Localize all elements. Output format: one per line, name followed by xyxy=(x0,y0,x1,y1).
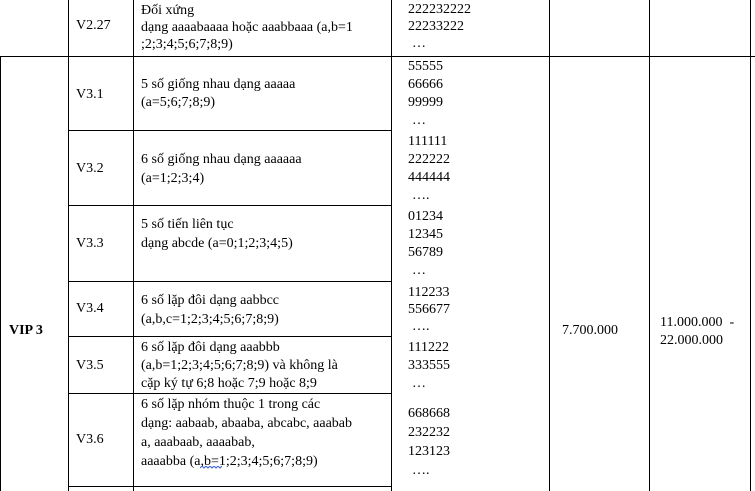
example-number: 222222 xyxy=(408,152,450,167)
row-border xyxy=(68,281,391,282)
example-number: … xyxy=(412,263,426,278)
example-number: 232232 xyxy=(408,425,450,440)
example-number: … xyxy=(412,36,426,51)
example-number: … xyxy=(412,113,426,128)
column-border xyxy=(649,0,650,491)
column-border xyxy=(68,0,69,491)
package-description-line: cặp ký tự 6;8 hoặc 7;9 hoặc 8;9 xyxy=(141,376,317,391)
row-border xyxy=(68,393,391,394)
package-code: V3.4 xyxy=(76,301,104,316)
package-description-line: 6 số giống nhau dạng aaaaaa xyxy=(141,152,302,167)
package-code: V3.6 xyxy=(76,432,104,447)
example-number: 12345 xyxy=(408,227,443,242)
package-description-line: 6 số lặp đôi dạng aaabbb xyxy=(141,340,280,355)
example-number: 111111 xyxy=(408,134,448,149)
example-number: 22233222 xyxy=(408,19,464,34)
package-description-line: 5 số giống nhau dạng aaaaa xyxy=(141,77,296,92)
example-number: …. xyxy=(412,188,430,203)
row-border xyxy=(68,336,391,337)
example-number: 56789 xyxy=(408,245,443,260)
example-number: 444444 xyxy=(408,170,450,185)
column-border xyxy=(549,0,550,491)
example-number: … xyxy=(412,376,426,391)
row-border xyxy=(0,56,755,57)
column-border xyxy=(391,0,392,491)
example-number: 01234 xyxy=(408,209,443,224)
package-code: V3.3 xyxy=(76,236,104,251)
package-description-line: ;2;3;4;5;6;7;8;9) xyxy=(141,37,233,52)
tier-label: VIP 3 xyxy=(9,323,43,338)
tier-price-range: 22.000.000 xyxy=(660,333,723,348)
example-number: 123123 xyxy=(408,444,450,459)
package-description-line: dạng aaaabaaaa hoặc aaabbaaa (a,b=1 xyxy=(141,20,353,35)
row-border xyxy=(68,130,391,131)
package-description-line: Đối xứng xyxy=(141,3,195,18)
row-border xyxy=(68,486,391,487)
package-description-line: aaaabba (a,b=1;2;3;4;5;6;7;8;9) xyxy=(141,454,318,469)
package-description-line: 6 số lặp đôi dạng aabbcc xyxy=(141,293,280,308)
example-number: 222232222 xyxy=(408,2,471,17)
spellcheck-underline xyxy=(200,466,222,470)
package-description-line: (a=1;2;3;4) xyxy=(141,171,205,186)
package-description-line: 5 số tiến liên tục xyxy=(141,217,234,232)
column-border xyxy=(133,0,134,491)
package-code: V2.27 xyxy=(76,18,111,33)
example-number: 99999 xyxy=(408,95,443,110)
example-number: …. xyxy=(412,463,430,478)
example-number: 112233 xyxy=(408,285,450,300)
example-number: 668668 xyxy=(408,406,450,421)
package-code: V3.2 xyxy=(76,161,104,176)
package-description-line: dạng abcde (a=0;1;2;3;4;5) xyxy=(141,236,293,251)
package-description-line: (a=5;6;7;8;9) xyxy=(141,95,215,110)
column-border xyxy=(0,56,1,491)
example-number: 55555 xyxy=(408,59,443,74)
package-description-line: dạng: aabaab, abaaba, abcabc, aaabab xyxy=(141,416,353,431)
example-number: …. xyxy=(412,319,430,334)
example-number: 111222 xyxy=(408,340,449,355)
row-border xyxy=(68,205,391,206)
example-number: 66666 xyxy=(408,77,443,92)
tier-price: 7.700.000 xyxy=(562,323,618,338)
example-number: 333555 xyxy=(408,358,450,373)
example-number: 556677 xyxy=(408,302,450,317)
tier-price-range: 11.000.000 - xyxy=(660,315,735,330)
column-border xyxy=(750,0,751,491)
package-description-line: a, aaabaab, aaaabab, xyxy=(141,435,255,450)
package-description-line: (a,b=1;2;3;4;5;6;7;8;9) và không là xyxy=(141,358,338,373)
package-code: V3.1 xyxy=(76,87,104,102)
package-description-line: 6 số lặp nhóm thuộc 1 trong các xyxy=(141,397,321,412)
package-description-line: (a,b,c=1;2;3;4;5;6;7;8;9) xyxy=(141,312,279,327)
package-code: V3.5 xyxy=(76,358,104,373)
